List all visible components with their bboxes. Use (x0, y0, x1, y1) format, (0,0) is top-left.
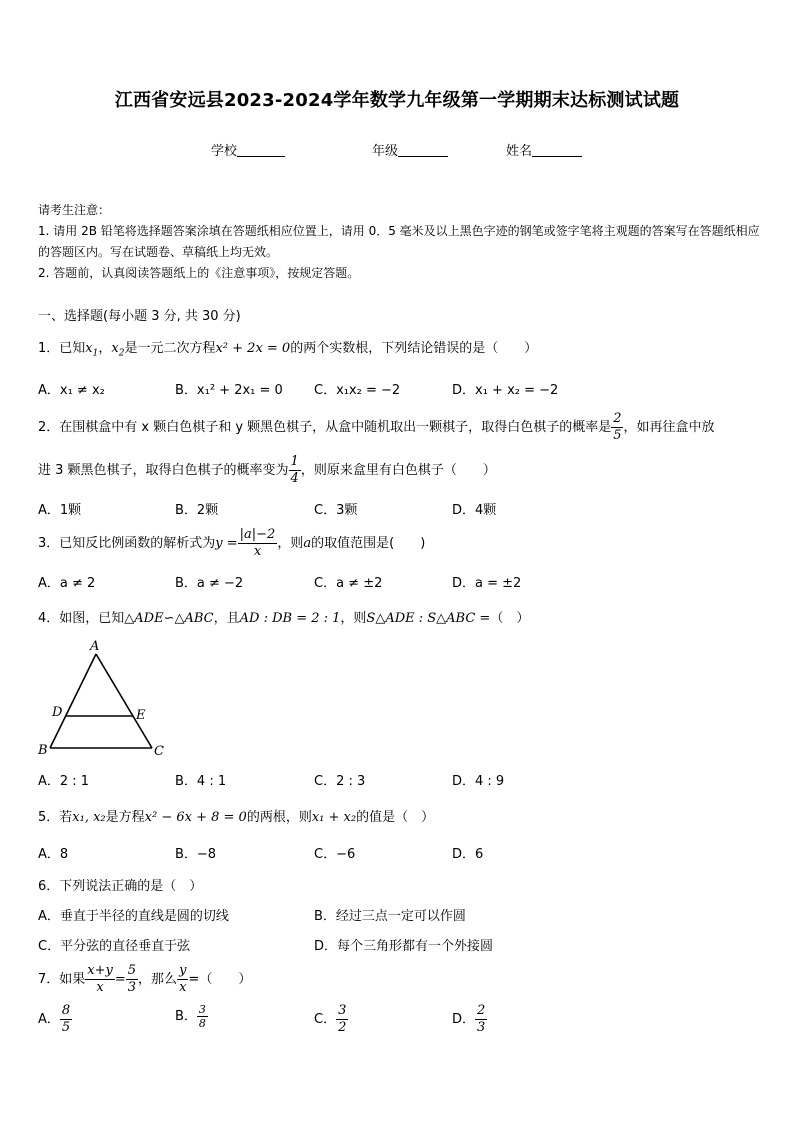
q4-label-d: D (52, 705, 63, 720)
notice-heading: 请考生注意： (38, 203, 111, 217)
q4-label-b: B (38, 743, 48, 758)
q1-x1: $x_1$ (85, 341, 99, 359)
q5-option-c[interactable]: C．−6 (314, 847, 356, 862)
name-blank[interactable] (532, 143, 582, 157)
q5-option-a[interactable]: A．8 (38, 847, 69, 862)
q7-fraction-2: $\frac{5}{3}$ (127, 963, 137, 995)
q7-fraction-3: $\frac{y}{x}$ (179, 963, 187, 995)
q4-side-ab (50, 654, 96, 748)
q4-label-a: A (90, 639, 100, 654)
q3-text-c: 的取值范围是( ) (311, 536, 426, 551)
q4-option-b[interactable]: B．4 : 1 (175, 774, 227, 789)
q1-text-c: 是一元二次方程 (124, 341, 216, 356)
question-7-stem (38, 963, 251, 996)
school-blank[interactable] (237, 143, 285, 157)
q5-text-d: 的值是（ ） (356, 810, 435, 825)
q1-x2: $x_2$ (111, 341, 125, 359)
q3-text-b: ，则 (277, 536, 304, 551)
q3-y-equals: y = (215, 536, 238, 551)
q4-text-c: ，则 (340, 611, 367, 626)
q3-text-a: 3．已知反比例函数的解析式为 (38, 536, 216, 551)
question-6-stem: 6．下列说法正确的是（ ） (38, 879, 203, 894)
q3-var: a (303, 536, 312, 551)
q1-option-b[interactable]: B．x₁² + 2x₁ = 0 (175, 383, 283, 398)
q6-option-d[interactable]: D．每个三角形都有一个外接圆 (314, 939, 494, 954)
q4-label-c: C (154, 744, 164, 758)
q7-option-d[interactable]: D． $\frac{2}{3}$ (452, 1003, 486, 1035)
q1-equation: x² + 2x = 0 (215, 341, 291, 356)
q1-option-d[interactable]: D．x₁ + x₂ = −2 (452, 383, 559, 398)
page-title: 江西省安远县2023-2024学年数学九年级第一学期期末达标测试试题 (114, 90, 680, 111)
q5-equation: x² − 6x + 8 = 0 (144, 810, 247, 825)
q4-triangle-figure (36, 636, 176, 758)
q1-option-c[interactable]: C．x₁x₂ = −2 (314, 383, 401, 398)
q4-area-ratio: S△ADE : S△ABC = (366, 611, 491, 626)
q4-label-e: E (136, 708, 146, 723)
q7-option-a[interactable]: A． $\frac{8}{5}$ (38, 1003, 71, 1035)
q2-option-c[interactable]: C．3颗 (314, 503, 358, 518)
q7-equals: = (114, 972, 126, 987)
question-1-stem (38, 337, 537, 359)
q2-option-d[interactable]: D．4颗 (452, 503, 497, 518)
q1-option-a[interactable]: A．x₁ ≠ x₂ (38, 383, 105, 398)
q7-text-c: =（ ） (188, 972, 252, 987)
q2-option-a[interactable]: A．1颗 (38, 503, 82, 518)
name-label: 姓名 (506, 144, 533, 159)
q1-text-b: ， (98, 341, 112, 356)
q6-option-b[interactable]: B．经过三点一定可以作圆 (314, 909, 466, 924)
q7-option-c[interactable]: C． $\frac{3}{2}$ (314, 1003, 347, 1035)
school-field (211, 140, 285, 159)
section-heading: 一、选择题(每小题 3 分, 共 30 分) (38, 309, 241, 324)
name-field (506, 140, 582, 159)
q2-fraction-2: $\frac{1}{4}$ (290, 454, 299, 486)
q4-side-ac (96, 654, 152, 748)
q1-text-d: 的两个实数根，下列结论错误的是（ ） (290, 341, 538, 356)
q4-text-d: （ ） (490, 611, 530, 626)
q1-text-a: 1．已知 (38, 341, 86, 356)
q5-text-b: 是方程 (105, 810, 145, 825)
q3-option-b[interactable]: B．a ≠ −2 (175, 576, 244, 591)
q7-fraction-1: $\frac{x+y}{x}$ (87, 963, 113, 995)
q2-option-b[interactable]: B．2颗 (175, 503, 219, 518)
q4-option-d[interactable]: D．4 : 9 (452, 774, 505, 789)
q4-ratio: AD : DB = 2 : 1 (239, 611, 341, 626)
school-label: 学校 (211, 144, 238, 159)
question-2-line-1 (38, 411, 715, 444)
q7-text-b: ，那么 (138, 972, 178, 987)
grade-blank[interactable] (398, 143, 448, 157)
q5-option-b[interactable]: B．−8 (175, 847, 217, 862)
q6-option-a[interactable]: A．垂直于半径的直线是圆的切线 (38, 909, 229, 924)
q3-fraction: $\frac{|a|-2}{x}$ (239, 527, 276, 559)
q4-similar: △ADE∽△ABC (124, 611, 214, 626)
q2-text-a: 2．在围棋盒中有 x 颗白色棋子和 y 颗黑色棋子，从盒中随机取出一颗棋子，取得白色棋子的概率是 (38, 420, 612, 435)
q4-option-a[interactable]: A．2 : 1 (38, 774, 90, 789)
question-3-stem (38, 527, 425, 560)
question-5-stem (38, 806, 434, 825)
q7-option-b[interactable]: B． $\frac{3}{8}$ (175, 1003, 206, 1030)
q5-text-a: 5．若 (38, 810, 73, 825)
q4-option-c[interactable]: C．2 : 3 (314, 774, 366, 789)
q2-text-d: ，则原来盒里有白色棋子（ ） (300, 463, 496, 478)
q5-option-d[interactable]: D．6 (452, 847, 484, 862)
notice-item-1: 1. 请用 2B 铅笔将选择题答案涂填在答题纸相应位置上，请用 0．5 毫米及以上黑色字迹的钢笔或签字笔将主观题的答案写在答题纸相应的答题区内。写在试题卷、草稿纸上均无效。 (38, 224, 760, 259)
q6-option-c[interactable]: C．平分弦的直径垂直于弦 (38, 939, 191, 954)
q2-text-c: 进 3 颗黑色棋子，取得白色棋子的概率变为 (38, 463, 289, 478)
notice-item-2: 2. 答题前，认真阅读答题纸上的《注意事项》，按规定答题。 (38, 266, 360, 280)
grade-label: 年级 (372, 144, 399, 159)
q3-option-c[interactable]: C．a ≠ ±2 (314, 576, 383, 591)
q3-option-a[interactable]: A．a ≠ 2 (38, 576, 96, 591)
q5-text-c: 的两根，则 (246, 810, 312, 825)
q4-text-b: ，且 (213, 611, 240, 626)
question-2-line-2 (38, 454, 496, 487)
q3-option-d[interactable]: D．a = ±2 (452, 576, 522, 591)
grade-field (372, 140, 448, 159)
q2-fraction-1: $\frac{2}{5}$ (613, 411, 622, 443)
question-4-stem (38, 607, 529, 626)
q2-text-b: ，如再往盒中放 (623, 420, 715, 435)
q4-text-a: 4．如图，已知 (38, 611, 125, 626)
q5-sum: x₁ + x₂ (311, 810, 357, 825)
q7-text-a: 7．如果 (38, 972, 86, 987)
q5-vars: x₁, x₂ (72, 810, 106, 825)
